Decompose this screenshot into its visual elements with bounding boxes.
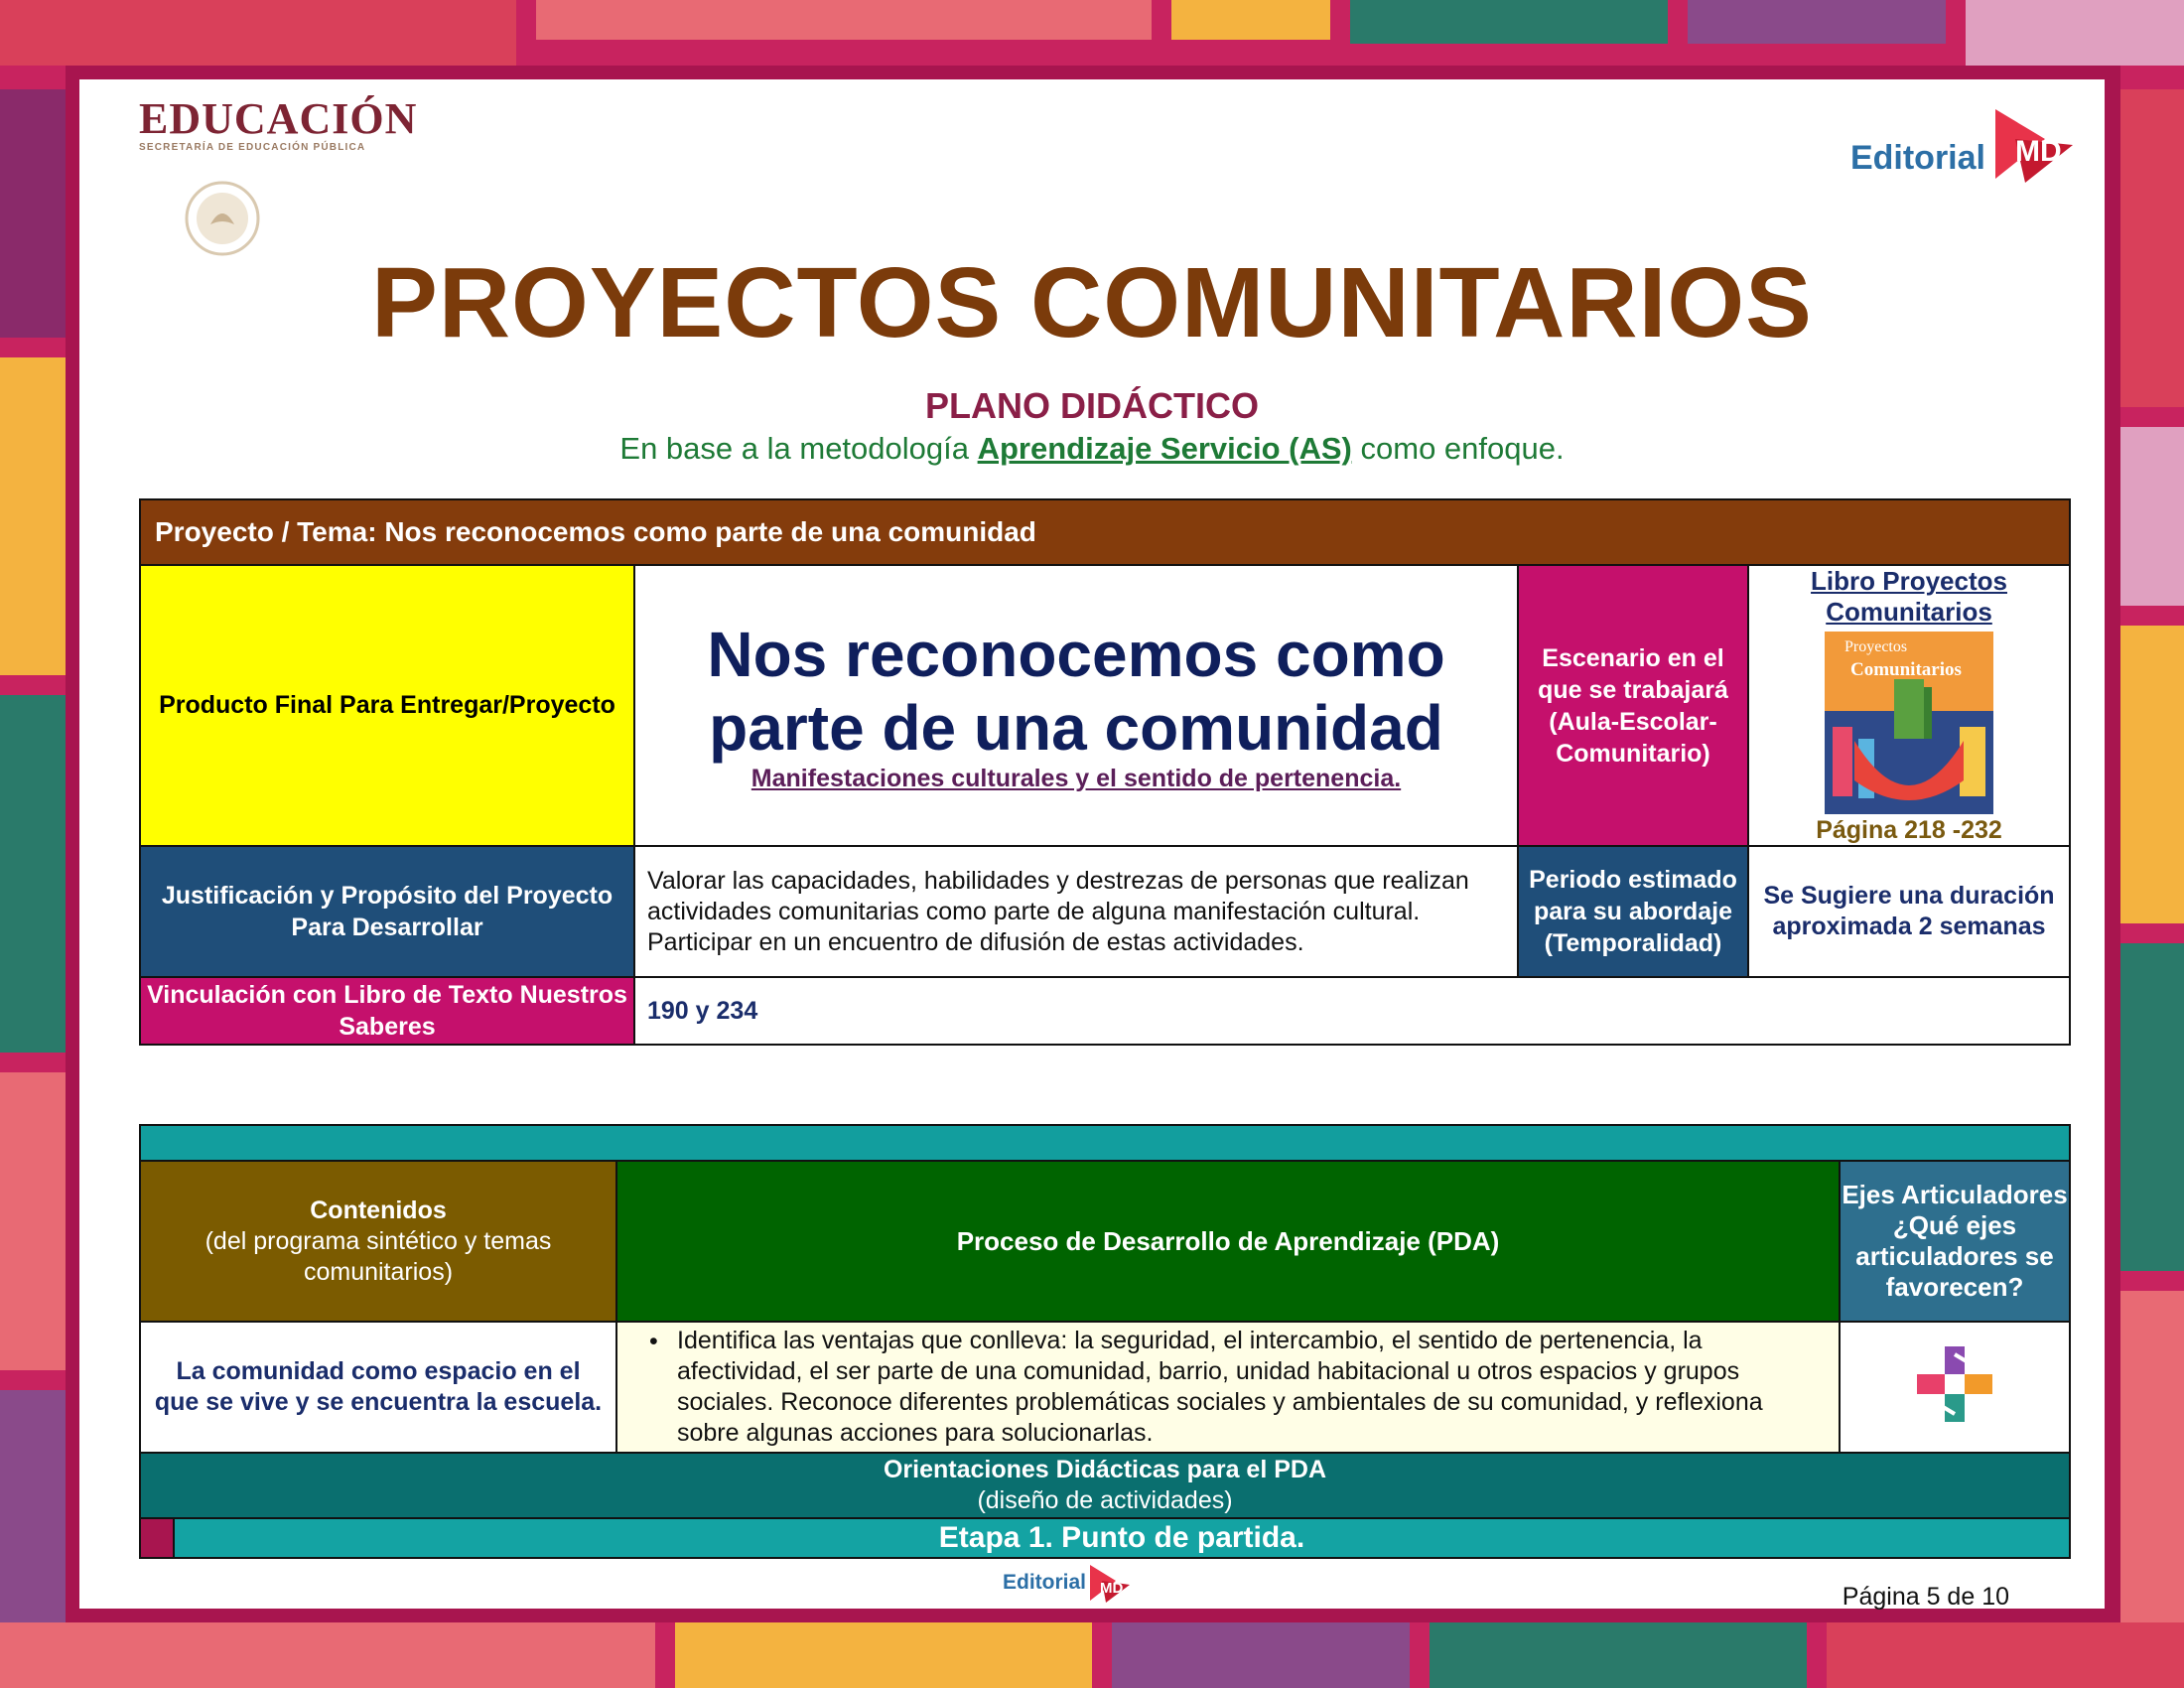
page-number: Página 5 de 10 [1842,1583,2009,1611]
methodology-suffix: como enfoque. [1351,431,1565,466]
editorial-logo [1837,99,2075,179]
project-subtitle[interactable]: Manifestaciones culturales y el sentido de pertenencia. [751,765,1402,792]
editorial-md-icon [1985,99,2075,185]
page-title: PROYECTOS COMUNITARIOS [371,247,1813,358]
book-cover-title-1: Proyectos [1844,638,1908,655]
orientaciones-label: Orientaciones Didácticas para el PDA [883,1456,1326,1483]
editorial-logo-text: Editorial [1849,139,1985,177]
duracion-value: Se Sugiere una duración aproximada 2 semanas [1748,846,2070,977]
pda-header: Proceso de Desarrollo de Aprendizaje (PDA) [616,1161,1840,1322]
footer-editorial-logo [1003,1561,1132,1601]
methodology-link[interactable]: Aprendizaje Servicio (AS) [977,431,1352,466]
contenido-value: La comunidad como espacio en el que se vive y se encuentra la escuela. [140,1322,616,1453]
orientaciones-sub: (diseño de actividades) [977,1486,1233,1514]
pda-value: Identifica las ventajas que conlleva: la seguridad, el intercambio, el sentido de pertenencia, la afectividad, el ser parte de una comunidad, barrio, unidad habitacional u otros espacios y grupos sociales. Reconoce diferentes problemáticas sociales y ambientales de su comunidad, y reflexiona sobre algunas acciones para solucionarlas. [677,1327,1763,1447]
sep-logo-subtitle: SECRETARÍA DE EDUCACIÓN PÚBLICA [139,142,366,153]
ejes-header: Ejes Articuladores ¿Qué ejes articuladores se favorecen? [1840,1161,2070,1322]
contenidos-header [140,1161,616,1322]
book-cover-image [1825,632,1993,814]
escenario-label: Escenario en el que se trabajará (Aula-Escolar-Comunitario) [1518,565,1748,846]
project-title-cell [634,565,1518,846]
teal-divider [140,1125,2070,1161]
svg-text:MD: MD [2015,135,2062,168]
footer-md-icon [1086,1561,1132,1605]
page-subtitle: PLANO DIDÁCTICO [925,385,1259,426]
project-table [139,498,2071,1046]
book-page: Página 218 -232 [1816,816,2002,844]
pda-cell [616,1322,1840,1453]
justificacion-text: Valorar las capacidades, habilidades y destrezas de personas que realizan actividades comunitarias como parte de alguna manifestación cultural. Participar en un encuentro de difusión de estas actividades. [634,846,1518,977]
stage-marker [140,1518,174,1558]
bullet: • [649,1328,658,1355]
producto-final-label: Producto Final Para Entregar/Proyecto [140,565,634,846]
sep-logo [139,93,437,153]
project-title: Nos reconocemos como parte de una comunidad [707,619,1445,764]
periodo-label: Periodo estimado para su abordaje (Temporalidad) [1518,846,1748,977]
methodology-prefix: En base a la metodología [619,431,978,466]
etapa-title: Etapa 1. Punto de partida. [174,1518,2070,1558]
vinculacion-value: 190 y 234 [634,977,2070,1045]
methodology-line [79,431,2105,467]
contenidos-label: Contenidos [310,1196,447,1224]
justificacion-label: Justificación y Propósito del Proyecto Para Desarrollar [140,846,634,977]
svg-text:MD: MD [1100,1580,1124,1597]
orientaciones-header [140,1453,2070,1518]
sep-logo-name: EDUCACIÓN [139,94,418,143]
ejes-articuladores-icon [1913,1342,1996,1426]
footer-logo-text: Editorial [1003,1571,1087,1594]
document-page [79,79,2105,1609]
project-header: Proyecto / Tema: Nos reconocemos como parte de una comunidad [140,499,2070,565]
book-cover-title-2: Comunitarios [1850,659,1962,680]
contenidos-sub: (del programa sintético y temas comunitarios) [205,1226,552,1286]
ejes-icon-cell [1840,1322,2070,1453]
book-link[interactable]: Libro Proyectos Comunitarios [1811,566,2007,627]
pda-table [139,1124,2071,1559]
book-cell [1748,565,2070,846]
vinculacion-label: Vinculación con Libro de Texto Nuestros Saberes [140,977,634,1045]
